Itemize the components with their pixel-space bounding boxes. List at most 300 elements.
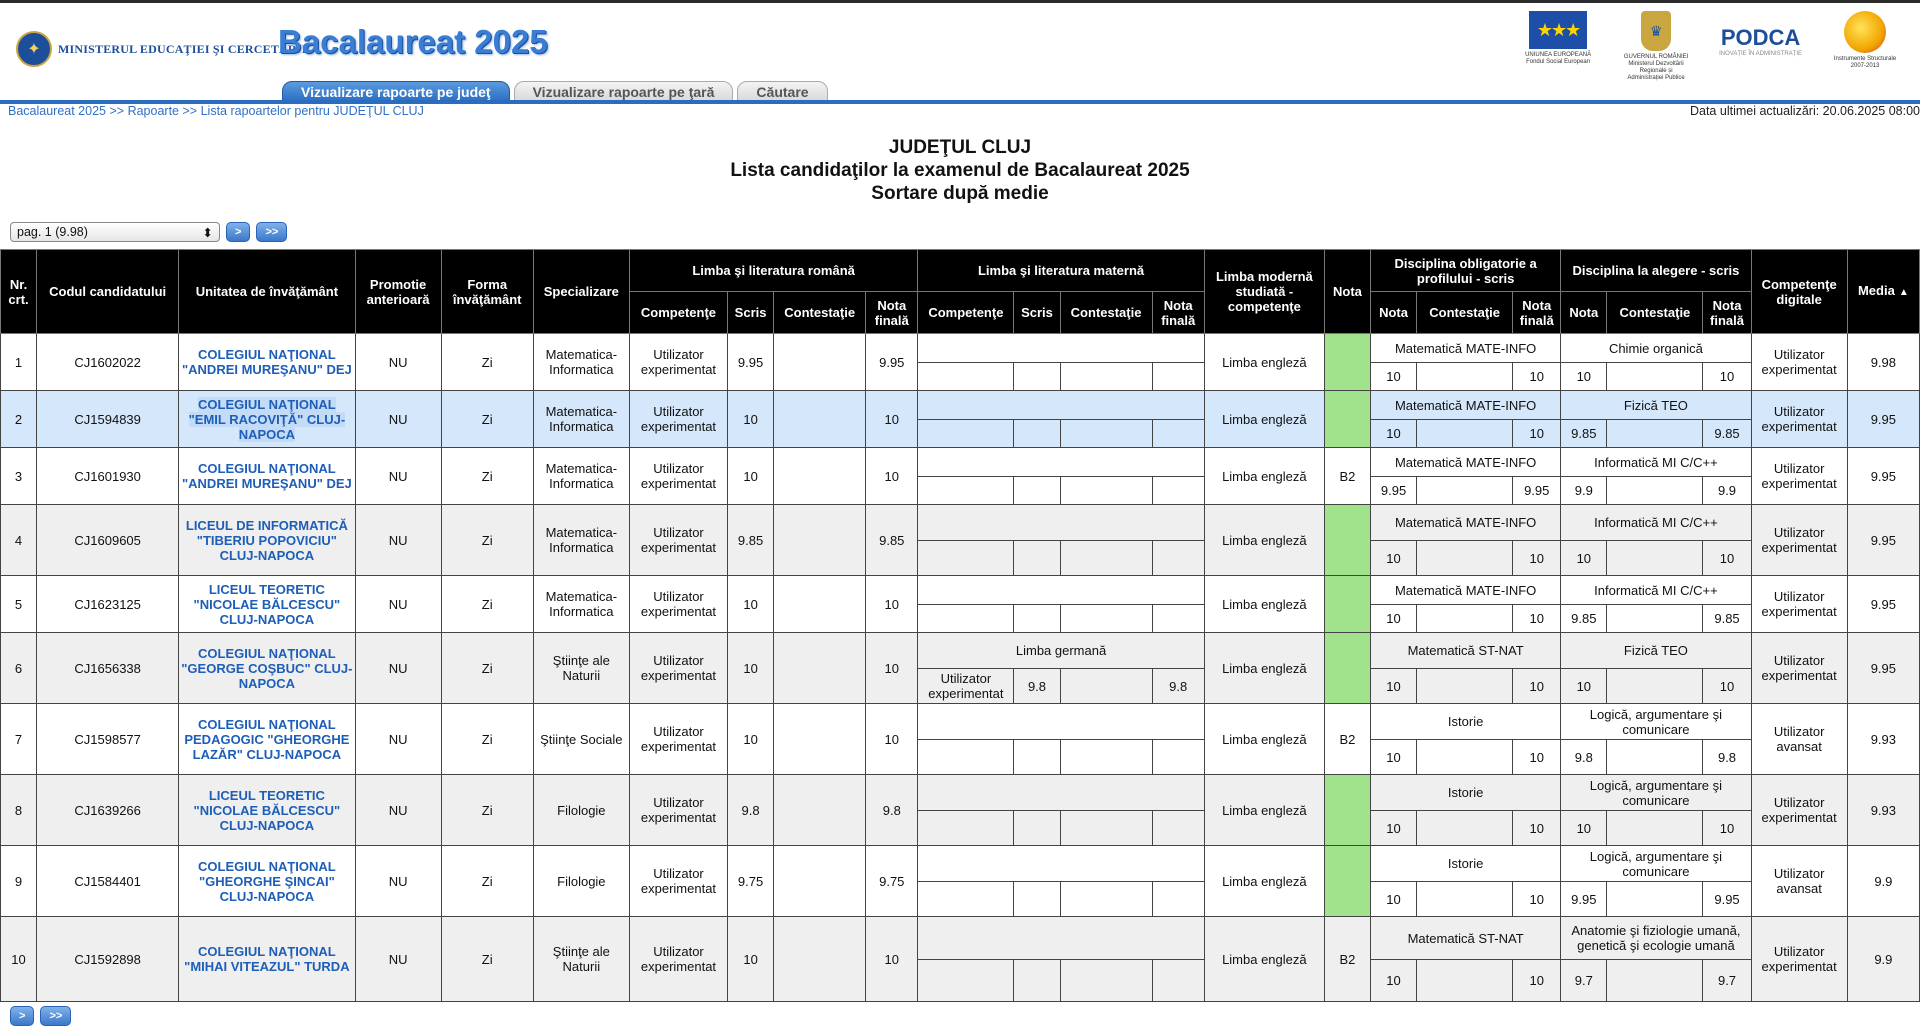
cell-dale-nota: 9.9 (1561, 477, 1607, 505)
gov-caption: GUVERNUL ROMÂNIEI Ministerul Dezvoltării Regionale și Administrației Publice (1623, 54, 1689, 81)
col-lmat-cont[interactable]: Contestaţie (1060, 292, 1152, 334)
cell-nota (1324, 334, 1370, 391)
next-page-button[interactable]: > (226, 222, 250, 242)
school-link[interactable]: LICEUL TEORETIC "NICOLAE BĂLCESCU" CLUJ-NAPOCA (193, 787, 341, 833)
cell-form: Zi (441, 775, 533, 846)
cell-lro-scris: 9.8 (728, 775, 774, 846)
cell-promo: NU (355, 576, 441, 633)
school-link[interactable]: COLEGIUL NAŢIONAL "GEORGE COŞBUC" CLUJ-NAPOCA (181, 645, 353, 691)
cell-nr: 4 (1, 505, 37, 576)
cell-form: Zi (441, 917, 533, 1002)
podca-caption: INOVAȚIE ÎN ADMINISTRAȚIE (1719, 51, 1802, 57)
cell-lmat-final (1152, 420, 1204, 448)
col-dale-nota[interactable]: Nota (1561, 292, 1607, 334)
page-select-value: pag. 1 (9.98) (17, 225, 88, 239)
cell-code: CJ1594839 (37, 391, 179, 448)
cell-nota (1324, 775, 1370, 846)
podca-label: PODCA (1720, 25, 1801, 50)
cell-lmat-cont (1060, 541, 1152, 576)
cell-lmat-scris (1014, 605, 1060, 633)
cell-nr: 6 (1, 633, 37, 704)
cell-lmat-comp (918, 363, 1014, 391)
cell-code: CJ1584401 (37, 846, 179, 917)
cell-dobl-final: 10 (1513, 740, 1561, 775)
cell-dale-final: 9.85 (1703, 605, 1751, 633)
col-digital[interactable]: Competenţe digitale (1751, 250, 1847, 334)
cell-spec: Ştiinţe Sociale (533, 704, 629, 775)
cell-lro-comp: Utilizator experimentat (629, 846, 727, 917)
cell-media: 9.98 (1847, 334, 1919, 391)
cell-lro-comp: Utilizator experimentat (629, 576, 727, 633)
cell-dobl-cont (1417, 882, 1513, 917)
cell-media: 9.95 (1847, 576, 1919, 633)
cell-nota (1324, 391, 1370, 448)
cell-lro-comp: Utilizator experimentat (629, 334, 727, 391)
cell-dale-final: 10 (1703, 363, 1751, 391)
cell-digital: Utilizator experimentat (1751, 334, 1847, 391)
cell-dobl-cont (1417, 811, 1513, 846)
cell-lmat-cont (1060, 811, 1152, 846)
cell-dobl-final: 10 (1513, 420, 1561, 448)
col-lro-final[interactable]: Nota finală (866, 292, 918, 334)
cell-nr: 10 (1, 917, 37, 1002)
school-link[interactable]: COLEGIUL NAŢIONAL "ANDREI MUREŞANU" DEJ (181, 347, 352, 377)
cell-school (179, 391, 355, 448)
col-lmat-scris[interactable]: Scris (1014, 292, 1060, 334)
cell-school (179, 704, 355, 775)
cell-lro-comp: Utilizator experimentat (629, 391, 727, 448)
cell-lmat-name (918, 917, 1204, 960)
cell-lmat-scris (1014, 477, 1060, 505)
table-row (1, 505, 1920, 541)
cell-dobl-name: Istorie (1371, 846, 1561, 882)
cell-school (179, 917, 355, 1002)
cell-dale-final: 9.9 (1703, 477, 1751, 505)
cell-lmod: Limba engleză (1204, 448, 1324, 505)
podca-logo (1719, 11, 1802, 57)
cell-lro-comp: Utilizator experimentat (629, 704, 727, 775)
cell-dale-nota: 10 (1561, 541, 1607, 576)
col-nr: Nr. crt. (1, 250, 37, 334)
cell-dale-cont (1607, 477, 1703, 505)
cell-dobl-final: 10 (1513, 605, 1561, 633)
cell-dobl-final: 10 (1513, 811, 1561, 846)
cell-lro-cont (774, 704, 866, 775)
cell-nota (1324, 576, 1370, 633)
eu-logo (1523, 11, 1593, 66)
results-table (0, 249, 1920, 1002)
cell-digital: Utilizator avansat (1751, 846, 1847, 917)
cell-media: 9.93 (1847, 704, 1919, 775)
cell-digital: Utilizator experimentat (1751, 633, 1847, 704)
cell-lro-final: 9.8 (866, 775, 918, 846)
cell-promo: NU (355, 846, 441, 917)
cell-lmat-final (1152, 541, 1204, 576)
cell-school (179, 505, 355, 576)
cell-dale-nota: 9.8 (1561, 740, 1607, 775)
cell-dale-name: Informatică MI C/C++ (1561, 505, 1751, 541)
last-update: Data ultimei actualizări: 20.06.2025 08:00 (1689, 104, 1920, 118)
cell-form: Zi (441, 448, 533, 505)
cell-lmat-final (1152, 811, 1204, 846)
cell-dobl-name: Matematică ST-NAT (1371, 917, 1561, 960)
cell-lmat-final (1152, 740, 1204, 775)
cell-lmat-name (918, 576, 1204, 605)
cell-lmat-comp: Utilizator experimentat (918, 669, 1014, 704)
cell-lro-final: 10 (866, 633, 918, 704)
col-dobl-cont[interactable]: Contestaţie (1417, 292, 1513, 334)
cell-dobl-nota: 9.95 (1371, 477, 1417, 505)
partner-logos (1523, 11, 1900, 82)
cell-dobl-name: Istorie (1371, 775, 1561, 811)
col-code[interactable]: Codul candidatului (37, 250, 179, 334)
cell-dobl-cont (1417, 477, 1513, 505)
cell-dale-cont (1607, 363, 1703, 391)
cell-dobl-cont (1417, 420, 1513, 448)
cell-lmat-comp (918, 477, 1014, 505)
cell-spec: Matematica-Informatica (533, 391, 629, 448)
cell-dale-cont (1607, 605, 1703, 633)
cell-dale-name: Logică, argumentare şi comunicare (1561, 704, 1751, 740)
cell-dobl-final: 10 (1513, 669, 1561, 704)
cell-dobl-final: 9.95 (1513, 477, 1561, 505)
col-media[interactable] (1847, 250, 1919, 334)
cell-lmat-final (1152, 477, 1204, 505)
cell-digital: Utilizator experimentat (1751, 505, 1847, 576)
cell-dobl-cont (1417, 960, 1513, 1002)
cell-lmat-name (918, 505, 1204, 541)
cell-promo: NU (355, 704, 441, 775)
cell-media: 9.95 (1847, 633, 1919, 704)
pager-bottom (10, 1006, 71, 1026)
col-school[interactable]: Unitatea de învăţământ (179, 250, 355, 334)
tab-county-reports[interactable]: Vizualizare rapoarte pe judeţ (282, 81, 510, 103)
cell-school (179, 775, 355, 846)
cell-media: 9.93 (1847, 775, 1919, 846)
col-group-lmat: Limba şi literatura maternă (918, 250, 1204, 292)
cell-lro-comp: Utilizator experimentat (629, 448, 727, 505)
cell-lro-cont (774, 633, 866, 704)
cell-dobl-cont (1417, 740, 1513, 775)
table-row (1, 846, 1920, 882)
tab-search[interactable]: Căutare (737, 81, 827, 103)
cell-dale-nota: 10 (1561, 811, 1607, 846)
cell-form: Zi (441, 576, 533, 633)
cell-promo: NU (355, 448, 441, 505)
cell-lmat-cont (1060, 477, 1152, 505)
col-lro-scris[interactable]: Scris (728, 292, 774, 334)
is-caption: Instrumente Structurale 2007-2013 (1833, 56, 1897, 69)
last-page-button-bottom[interactable]: >> (40, 1006, 71, 1026)
cell-spec: Matematica-Informatica (533, 505, 629, 576)
cell-code: CJ1601930 (37, 448, 179, 505)
cell-promo: NU (355, 917, 441, 1002)
col-nota[interactable]: Nota (1324, 250, 1370, 334)
cell-nota (1324, 846, 1370, 917)
select-arrows-icon: ⬍ (202, 225, 213, 240)
cell-dale-name: Logică, argumentare şi comunicare (1561, 846, 1751, 882)
cell-lmat-cont (1060, 363, 1152, 391)
cell-code: CJ1598577 (37, 704, 179, 775)
school-link[interactable]: COLEGIUL NAŢIONAL PEDAGOGIC "GHEORGHE LAZĂR" CLUJ-NAPOCA (184, 716, 350, 762)
cell-dobl-name: Matematică MATE-INFO (1371, 448, 1561, 477)
cell-lmat-scris (1014, 960, 1060, 1002)
cell-dobl-nota: 10 (1371, 605, 1417, 633)
school-link[interactable]: COLEGIUL NAŢIONAL "MIHAI VITEAZUL" TURDA (184, 944, 350, 974)
col-dale-cont[interactable]: Contestaţie (1607, 292, 1703, 334)
cell-lro-final: 10 (866, 917, 918, 1002)
cell-lmat-cont (1060, 882, 1152, 917)
col-lro-comp[interactable]: Competenţe (629, 292, 727, 334)
cell-nr: 8 (1, 775, 37, 846)
cell-dale-final: 10 (1703, 811, 1751, 846)
cell-code: CJ1656338 (37, 633, 179, 704)
cell-digital: Utilizator avansat (1751, 704, 1847, 775)
cell-dale-final: 10 (1703, 669, 1751, 704)
cell-code: CJ1639266 (37, 775, 179, 846)
school-link[interactable]: LICEUL TEORETIC "NICOLAE BĂLCESCU" CLUJ-NAPOCA (193, 581, 341, 627)
cell-lmat-comp (918, 605, 1014, 633)
cell-lro-scris: 10 (728, 448, 774, 505)
last-page-button[interactable]: >> (256, 222, 287, 242)
eu-flag-icon: ★★★ (1529, 11, 1587, 49)
cell-lro-final: 10 (866, 391, 918, 448)
school-link[interactable]: COLEGIUL NAŢIONAL "EMIL RACOVIŢĂ" CLUJ-NAPOCA (188, 396, 346, 442)
breadcrumb-reports[interactable]: Rapoarte (127, 104, 180, 118)
cell-lro-final: 10 (866, 704, 918, 775)
cell-nr: 5 (1, 576, 37, 633)
cell-lro-scris: 10 (728, 917, 774, 1002)
table-row (1, 448, 1920, 477)
cell-nota (1324, 633, 1370, 704)
table-row (1, 576, 1920, 605)
cell-lmat-scris (1014, 882, 1060, 917)
cell-dale-name: Fizică TEO (1561, 391, 1751, 420)
cell-lmod: Limba engleză (1204, 576, 1324, 633)
cell-dobl-name: Istorie (1371, 704, 1561, 740)
cell-lmod: Limba engleză (1204, 775, 1324, 846)
cell-lro-comp: Utilizator experimentat (629, 505, 727, 576)
cell-lmat-scris (1014, 811, 1060, 846)
cell-lro-final: 9.95 (866, 334, 918, 391)
cell-lro-scris: 10 (728, 576, 774, 633)
cell-dale-final: 9.85 (1703, 420, 1751, 448)
cell-form: Zi (441, 846, 533, 917)
cell-school (179, 448, 355, 505)
is-logo (1830, 11, 1900, 70)
table-body (1, 334, 1920, 1002)
cell-lro-scris: 9.75 (728, 846, 774, 917)
col-dale-final[interactable]: Nota finală (1703, 292, 1751, 334)
cell-lro-scris: 9.95 (728, 334, 774, 391)
cell-dale-nota: 9.85 (1561, 420, 1607, 448)
cell-lmat-final (1152, 960, 1204, 1002)
col-lro-cont[interactable]: Contestaţie (774, 292, 866, 334)
cell-dobl-name: Matematică MATE-INFO (1371, 391, 1561, 420)
cell-dale-name: Chimie organică (1561, 334, 1751, 363)
school-link[interactable]: LICEUL DE INFORMATICĂ "TIBERIU POPOVICIU" CLUJ-NAPOCA (185, 517, 348, 563)
col-dobl-nota[interactable]: Nota (1371, 292, 1417, 334)
pager-top (10, 222, 287, 242)
col-group-lro: Limba şi literatura română (629, 250, 917, 292)
cell-dobl-name: Matematică MATE-INFO (1371, 334, 1561, 363)
cell-school (179, 846, 355, 917)
cell-lro-comp: Utilizator experimentat (629, 775, 727, 846)
table-head (1, 250, 1920, 334)
cell-dale-cont (1607, 960, 1703, 1002)
cell-lro-cont (774, 334, 866, 391)
col-group-dale: Disciplina la alegere - scris (1561, 250, 1751, 292)
cell-promo: NU (355, 775, 441, 846)
app-title[interactable]: Bacalaureat 2025 (278, 23, 548, 60)
cell-lmod: Limba engleză (1204, 334, 1324, 391)
breadcrumb-home[interactable]: Bacalaureat 2025 (8, 104, 106, 118)
cell-lro-scris: 10 (728, 633, 774, 704)
cell-dale-nota: 10 (1561, 363, 1607, 391)
gov-logo (1621, 11, 1691, 82)
col-lmat-comp[interactable]: Competenţe (918, 292, 1014, 334)
cell-digital: Utilizator experimentat (1751, 775, 1847, 846)
cell-nr: 9 (1, 846, 37, 917)
cell-dobl-nota: 10 (1371, 740, 1417, 775)
cell-lro-comp: Utilizator experimentat (629, 917, 727, 1002)
cell-dobl-cont (1417, 541, 1513, 576)
cell-dobl-cont (1417, 605, 1513, 633)
tab-country-reports[interactable]: Vizualizare rapoarte pe ţară (514, 81, 734, 103)
cell-lmat-name (918, 704, 1204, 740)
cell-lmat-final (1152, 882, 1204, 917)
cell-digital: Utilizator experimentat (1751, 391, 1847, 448)
cell-dale-nota: 9.95 (1561, 882, 1607, 917)
cell-dale-name: Fizică TEO (1561, 633, 1751, 669)
cell-lro-final: 9.75 (866, 846, 918, 917)
cell-lmat-name (918, 846, 1204, 882)
cell-digital: Utilizator experimentat (1751, 576, 1847, 633)
cell-lro-scris: 9.85 (728, 505, 774, 576)
table-row (1, 775, 1920, 811)
cell-lmat-cont (1060, 960, 1152, 1002)
cell-lmat-comp (918, 811, 1014, 846)
cell-dobl-name: Matematică ST-NAT (1371, 633, 1561, 669)
cell-media: 9.95 (1847, 391, 1919, 448)
school-link[interactable]: COLEGIUL NAŢIONAL "ANDREI MUREŞANU" DEJ (181, 461, 352, 491)
cell-promo: NU (355, 334, 441, 391)
col-form[interactable]: Forma învăţământ (441, 250, 533, 334)
cell-lmod: Limba engleză (1204, 391, 1324, 448)
col-group-dobl: Disciplina obligatorie a profilului - scris (1371, 250, 1561, 292)
cell-dale-nota: 10 (1561, 669, 1607, 704)
table-row (1, 391, 1920, 420)
list-title: Lista candidaţilor la examenul de Bacalaureat 2025 (730, 160, 1190, 181)
cell-code: CJ1623125 (37, 576, 179, 633)
cell-school (179, 633, 355, 704)
table-row (1, 917, 1920, 960)
cell-dobl-nota: 10 (1371, 669, 1417, 704)
breadcrumb-separator: >> (182, 104, 198, 118)
cell-media: 9.9 (1847, 846, 1919, 917)
cell-code: CJ1609605 (37, 505, 179, 576)
cell-nr: 7 (1, 704, 37, 775)
cell-dale-cont (1607, 811, 1703, 846)
cell-lmat-name (918, 334, 1204, 363)
col-spec[interactable]: Specializare (533, 250, 629, 334)
table-row (1, 633, 1920, 669)
cell-dale-final: 10 (1703, 541, 1751, 576)
page-header (0, 3, 1920, 103)
cell-lmat-name (918, 391, 1204, 420)
cell-dale-name: Informatică MI C/C++ (1561, 576, 1751, 605)
cell-dobl-name: Matematică MATE-INFO (1371, 576, 1561, 605)
cell-lmat-name (918, 448, 1204, 477)
cell-spec: Filologie (533, 846, 629, 917)
table-row (1, 704, 1920, 740)
cell-form: Zi (441, 334, 533, 391)
cell-lro-final: 10 (866, 576, 918, 633)
cell-dobl-name: Matematică MATE-INFO (1371, 505, 1561, 541)
cell-nota (1324, 505, 1370, 576)
cell-nr: 2 (1, 391, 37, 448)
cell-lro-comp: Utilizator experimentat (629, 633, 727, 704)
cell-form: Zi (441, 505, 533, 576)
cell-lro-cont (774, 775, 866, 846)
cell-form: Zi (441, 391, 533, 448)
cell-spec: Filologie (533, 775, 629, 846)
cell-form: Zi (441, 633, 533, 704)
cell-lmat-comp (918, 882, 1014, 917)
cell-dale-cont (1607, 541, 1703, 576)
cell-lmat-final (1152, 363, 1204, 391)
breadcrumb-county-list[interactable]: Lista rapoartelor pentru JUDEŢUL CLUJ (200, 104, 424, 118)
cell-lmat-scris (1014, 740, 1060, 775)
structural-instruments-icon (1844, 11, 1886, 53)
cell-dobl-nota: 10 (1371, 960, 1417, 1002)
col-dobl-final[interactable]: Nota finală (1513, 292, 1561, 334)
cell-dobl-nota: 10 (1371, 811, 1417, 846)
sort-asc-icon: ▲ (1898, 287, 1909, 298)
cell-nr: 3 (1, 448, 37, 505)
cell-code: CJ1602022 (37, 334, 179, 391)
cell-dale-nota: 9.7 (1561, 960, 1607, 1002)
cell-dale-final: 9.7 (1703, 960, 1751, 1002)
col-promo[interactable]: Promotie anterioară (355, 250, 441, 334)
cell-dobl-nota: 10 (1371, 363, 1417, 391)
cell-dobl-final: 10 (1513, 882, 1561, 917)
page-title (0, 136, 1920, 205)
next-page-button-bottom[interactable]: > (10, 1006, 34, 1026)
col-lmod[interactable]: Limba modernă studiată - competenţe (1204, 250, 1324, 334)
cell-lmod: Limba engleză (1204, 917, 1324, 1002)
cell-lmat-cont (1060, 420, 1152, 448)
cell-digital: Utilizator experimentat (1751, 917, 1847, 1002)
col-media-label: Media (1857, 283, 1895, 298)
county-title: JUDEŢUL CLUJ (888, 137, 1032, 158)
cell-lmat-scris: 9.8 (1014, 669, 1060, 704)
page-select[interactable] (10, 222, 220, 242)
cell-dobl-final: 10 (1513, 541, 1561, 576)
table-row (1, 334, 1920, 363)
cell-school (179, 334, 355, 391)
cell-lro-scris: 10 (728, 704, 774, 775)
cell-media: 9.95 (1847, 448, 1919, 505)
cell-lmat-name (918, 775, 1204, 811)
cell-lmod: Limba engleză (1204, 704, 1324, 775)
col-lmat-final[interactable]: Nota finală (1152, 292, 1204, 334)
cell-lmat-comp (918, 420, 1014, 448)
cell-form: Zi (441, 704, 533, 775)
ministry-logo[interactable] (16, 31, 307, 67)
school-link[interactable]: COLEGIUL NAŢIONAL "GHEORGHE ŞINCAI" CLUJ-NAPOCA (198, 858, 336, 904)
cell-dale-cont (1607, 420, 1703, 448)
